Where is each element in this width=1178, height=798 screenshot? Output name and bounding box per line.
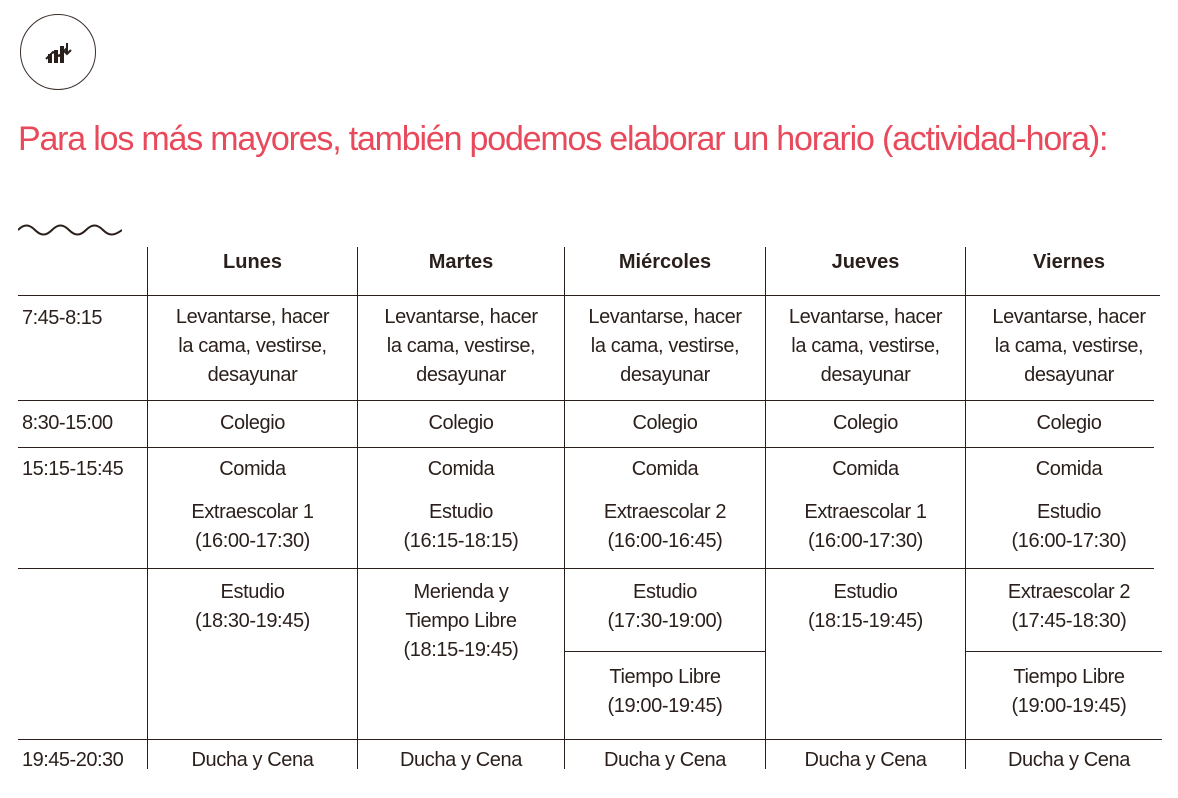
- activity-cell: Ducha y Cena: [191, 749, 314, 771]
- activity-line: (16:00-16:45): [607, 530, 723, 552]
- activity-cell: [565, 303, 765, 390]
- activity-line: Levantarse, hacer: [588, 306, 742, 328]
- activity-cell: [148, 498, 357, 556]
- time-label: 19:45-20:30: [22, 749, 124, 771]
- activity-line: Levantarse, hacer: [175, 306, 330, 328]
- activity-cell: [565, 663, 765, 721]
- activity-cell: Ducha y Cena: [604, 749, 726, 771]
- activity-line: la cama, vestirse,: [178, 335, 327, 357]
- activity-line: la cama, vestirse,: [386, 335, 536, 357]
- activity-cell: [966, 498, 1172, 556]
- activity-line: desayunar: [207, 364, 298, 386]
- activity-cell: [766, 303, 965, 390]
- activity-line: Extraescolar 2: [603, 501, 727, 523]
- activity-cell: [966, 663, 1172, 721]
- activity-cell: Comida: [1035, 458, 1103, 480]
- activity-line: (16:00-17:30): [1011, 530, 1127, 552]
- activity-cell: Ducha y Cena: [804, 749, 927, 771]
- grid-line: [18, 447, 1154, 448]
- activity-line: Tiempo Libre: [405, 610, 517, 632]
- activity-cell: Colegio: [428, 412, 494, 434]
- logo-badge: [20, 14, 96, 90]
- grid-line: [18, 400, 1154, 401]
- activity-cell: Colegio: [1036, 412, 1102, 434]
- activity-line: la cama, vestirse,: [791, 335, 940, 357]
- page-title: Para los más mayores, también podemos elaborar un horario (actividad-hora):: [18, 120, 1108, 158]
- activity-cell: Colegio: [219, 412, 286, 434]
- time-label: 8:30-15:00: [22, 412, 113, 434]
- grid-line: [18, 568, 1154, 569]
- activity-line: la cama, vestirse,: [590, 335, 740, 357]
- activity-line: desayunar: [1024, 364, 1114, 386]
- activity-cell: [358, 303, 564, 390]
- activity-cell: Ducha y Cena: [1008, 749, 1130, 771]
- activity-line: (19:00-19:45): [1011, 695, 1127, 717]
- activity-line: desayunar: [820, 364, 911, 386]
- activity-line: Extraescolar 2: [1007, 581, 1131, 603]
- activity-line: Extraescolar 1: [191, 501, 314, 523]
- activity-cell: [358, 578, 564, 665]
- activity-line: Estudio: [429, 501, 493, 523]
- activity-cell: [766, 498, 965, 556]
- activity-line: (19:00-19:45): [607, 695, 723, 717]
- activity-line: desayunar: [416, 364, 506, 386]
- activity-line: (18:15-19:45): [403, 639, 519, 661]
- activity-line: (16:15-18:15): [403, 530, 519, 552]
- activity-cell: Comida: [631, 458, 699, 480]
- grid-line: [18, 295, 1160, 296]
- grid-line: [564, 651, 765, 652]
- activity-line: Extraescolar 1: [804, 501, 927, 523]
- activity-cell: [766, 578, 965, 636]
- activity-cell: [565, 498, 765, 556]
- activity-line: Tiempo Libre: [1013, 666, 1125, 688]
- activity-cell: Comida: [219, 458, 286, 480]
- activity-line: (17:45-18:30): [1011, 610, 1127, 632]
- activity-line: la cama, vestirse,: [994, 335, 1144, 357]
- activity-cell: Ducha y Cena: [400, 749, 522, 771]
- activity-cell: Colegio: [632, 412, 698, 434]
- activity-line: Levantarse, hacer: [384, 306, 538, 328]
- activity-line: (17:30-19:00): [607, 610, 723, 632]
- activity-line: Estudio: [833, 581, 898, 603]
- activity-line: Levantarse, hacer: [788, 306, 943, 328]
- header-lunes: Lunes: [223, 251, 282, 273]
- activity-cell: Comida: [427, 458, 495, 480]
- time-label: 7:45-8:15: [22, 307, 103, 329]
- header-martes: Martes: [428, 251, 494, 273]
- wave-divider: [18, 222, 122, 238]
- activity-cell: [358, 498, 564, 556]
- activity-cell: [565, 578, 765, 636]
- activity-cell: [148, 578, 357, 636]
- activity-line: (16:00-17:30): [195, 530, 310, 552]
- activity-cell: [966, 303, 1172, 390]
- activity-line: Estudio: [633, 581, 697, 603]
- activity-cell: Comida: [832, 458, 899, 480]
- grid-line: [965, 651, 1162, 652]
- header-miercoles: Miércoles: [618, 251, 712, 273]
- activity-cell: [966, 578, 1172, 636]
- header-jueves: Jueves: [831, 251, 900, 273]
- activity-cell: [148, 303, 357, 390]
- grid-line: [18, 739, 1162, 740]
- activity-line: Tiempo Libre: [609, 666, 721, 688]
- activity-line: (18:15-19:45): [808, 610, 923, 632]
- activity-line: Merienda y: [413, 581, 509, 603]
- time-label: 15:15-15:45: [22, 458, 124, 480]
- header-viernes: Viernes: [1033, 251, 1105, 273]
- activity-line: (16:00-17:30): [808, 530, 923, 552]
- activity-line: (18:30-19:45): [195, 610, 310, 632]
- activity-line: Estudio: [1037, 501, 1101, 523]
- activity-cell: Colegio: [832, 412, 899, 434]
- activity-line: Estudio: [220, 581, 285, 603]
- activity-line: Levantarse, hacer: [992, 306, 1146, 328]
- activity-line: desayunar: [620, 364, 710, 386]
- chart-growth-icon: [45, 39, 73, 67]
